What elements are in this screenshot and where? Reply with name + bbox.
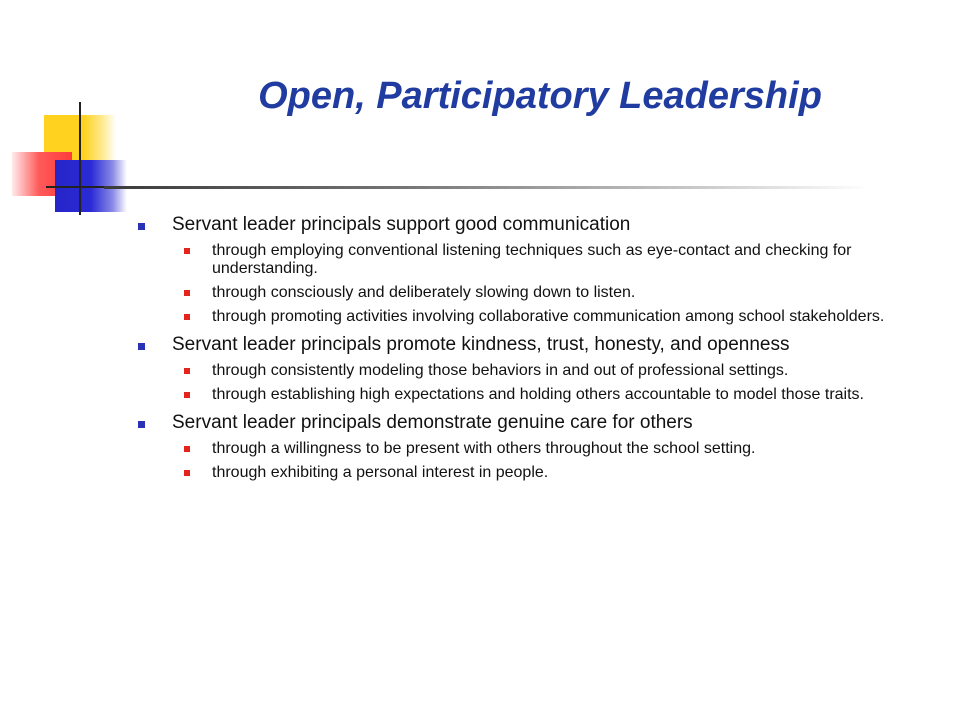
bullet-item [134, 334, 924, 404]
sub-bullet-text: through consciously and deliberately slowing down to listen. [212, 284, 636, 301]
title-underline-rule [104, 186, 870, 189]
sub-bullet-list [172, 440, 924, 482]
decorative-vertical-line [79, 102, 81, 215]
square-bullet-icon [184, 470, 190, 476]
slide-title: Open, Participatory Leadership [258, 75, 822, 117]
bullet-text: Servant leader principals promote kindness, trust, honesty, and openness [172, 334, 790, 355]
square-bullet-icon [138, 343, 145, 350]
sub-bullet-text: through promoting activities involving collaborative communication among school stakeholders. [212, 308, 885, 325]
square-bullet-icon [184, 392, 190, 398]
sub-bullet-item [172, 464, 924, 482]
sub-bullet-list [172, 242, 924, 326]
sub-bullet-item [172, 362, 924, 380]
sub-bullet-item [172, 242, 924, 278]
square-bullet-icon [184, 368, 190, 374]
bullet-text: Servant leader principals support good communication [172, 214, 631, 235]
bullet-item [134, 412, 924, 482]
sub-bullet-item [172, 440, 924, 458]
decorative-horizontal-line [46, 186, 106, 188]
bullet-text: Servant leader principals demonstrate genuine care for others [172, 412, 693, 433]
sub-bullet-item [172, 386, 924, 404]
sub-bullet-item [172, 308, 924, 326]
sub-bullet-text: through employing conventional listening techniques such as eye-contact and checking for understanding. [212, 242, 852, 277]
sub-bullet-text: through a willingness to be present with others throughout the school setting. [212, 440, 756, 457]
square-bullet-icon [184, 290, 190, 296]
square-bullet-icon [138, 421, 145, 428]
sub-bullet-list [172, 362, 924, 404]
square-bullet-icon [138, 223, 145, 230]
bullet-list [134, 214, 924, 490]
sub-bullet-item [172, 284, 924, 302]
bullet-item [134, 214, 924, 326]
sub-bullet-text: through exhibiting a personal interest in people. [212, 464, 549, 481]
square-bullet-icon [184, 446, 190, 452]
sub-bullet-text: through consistently modeling those behaviors in and out of professional settings. [212, 362, 789, 379]
square-bullet-icon [184, 314, 190, 320]
sub-bullet-text: through establishing high expectations and holding others accountable to model those traits. [212, 386, 864, 403]
square-bullet-icon [184, 248, 190, 254]
